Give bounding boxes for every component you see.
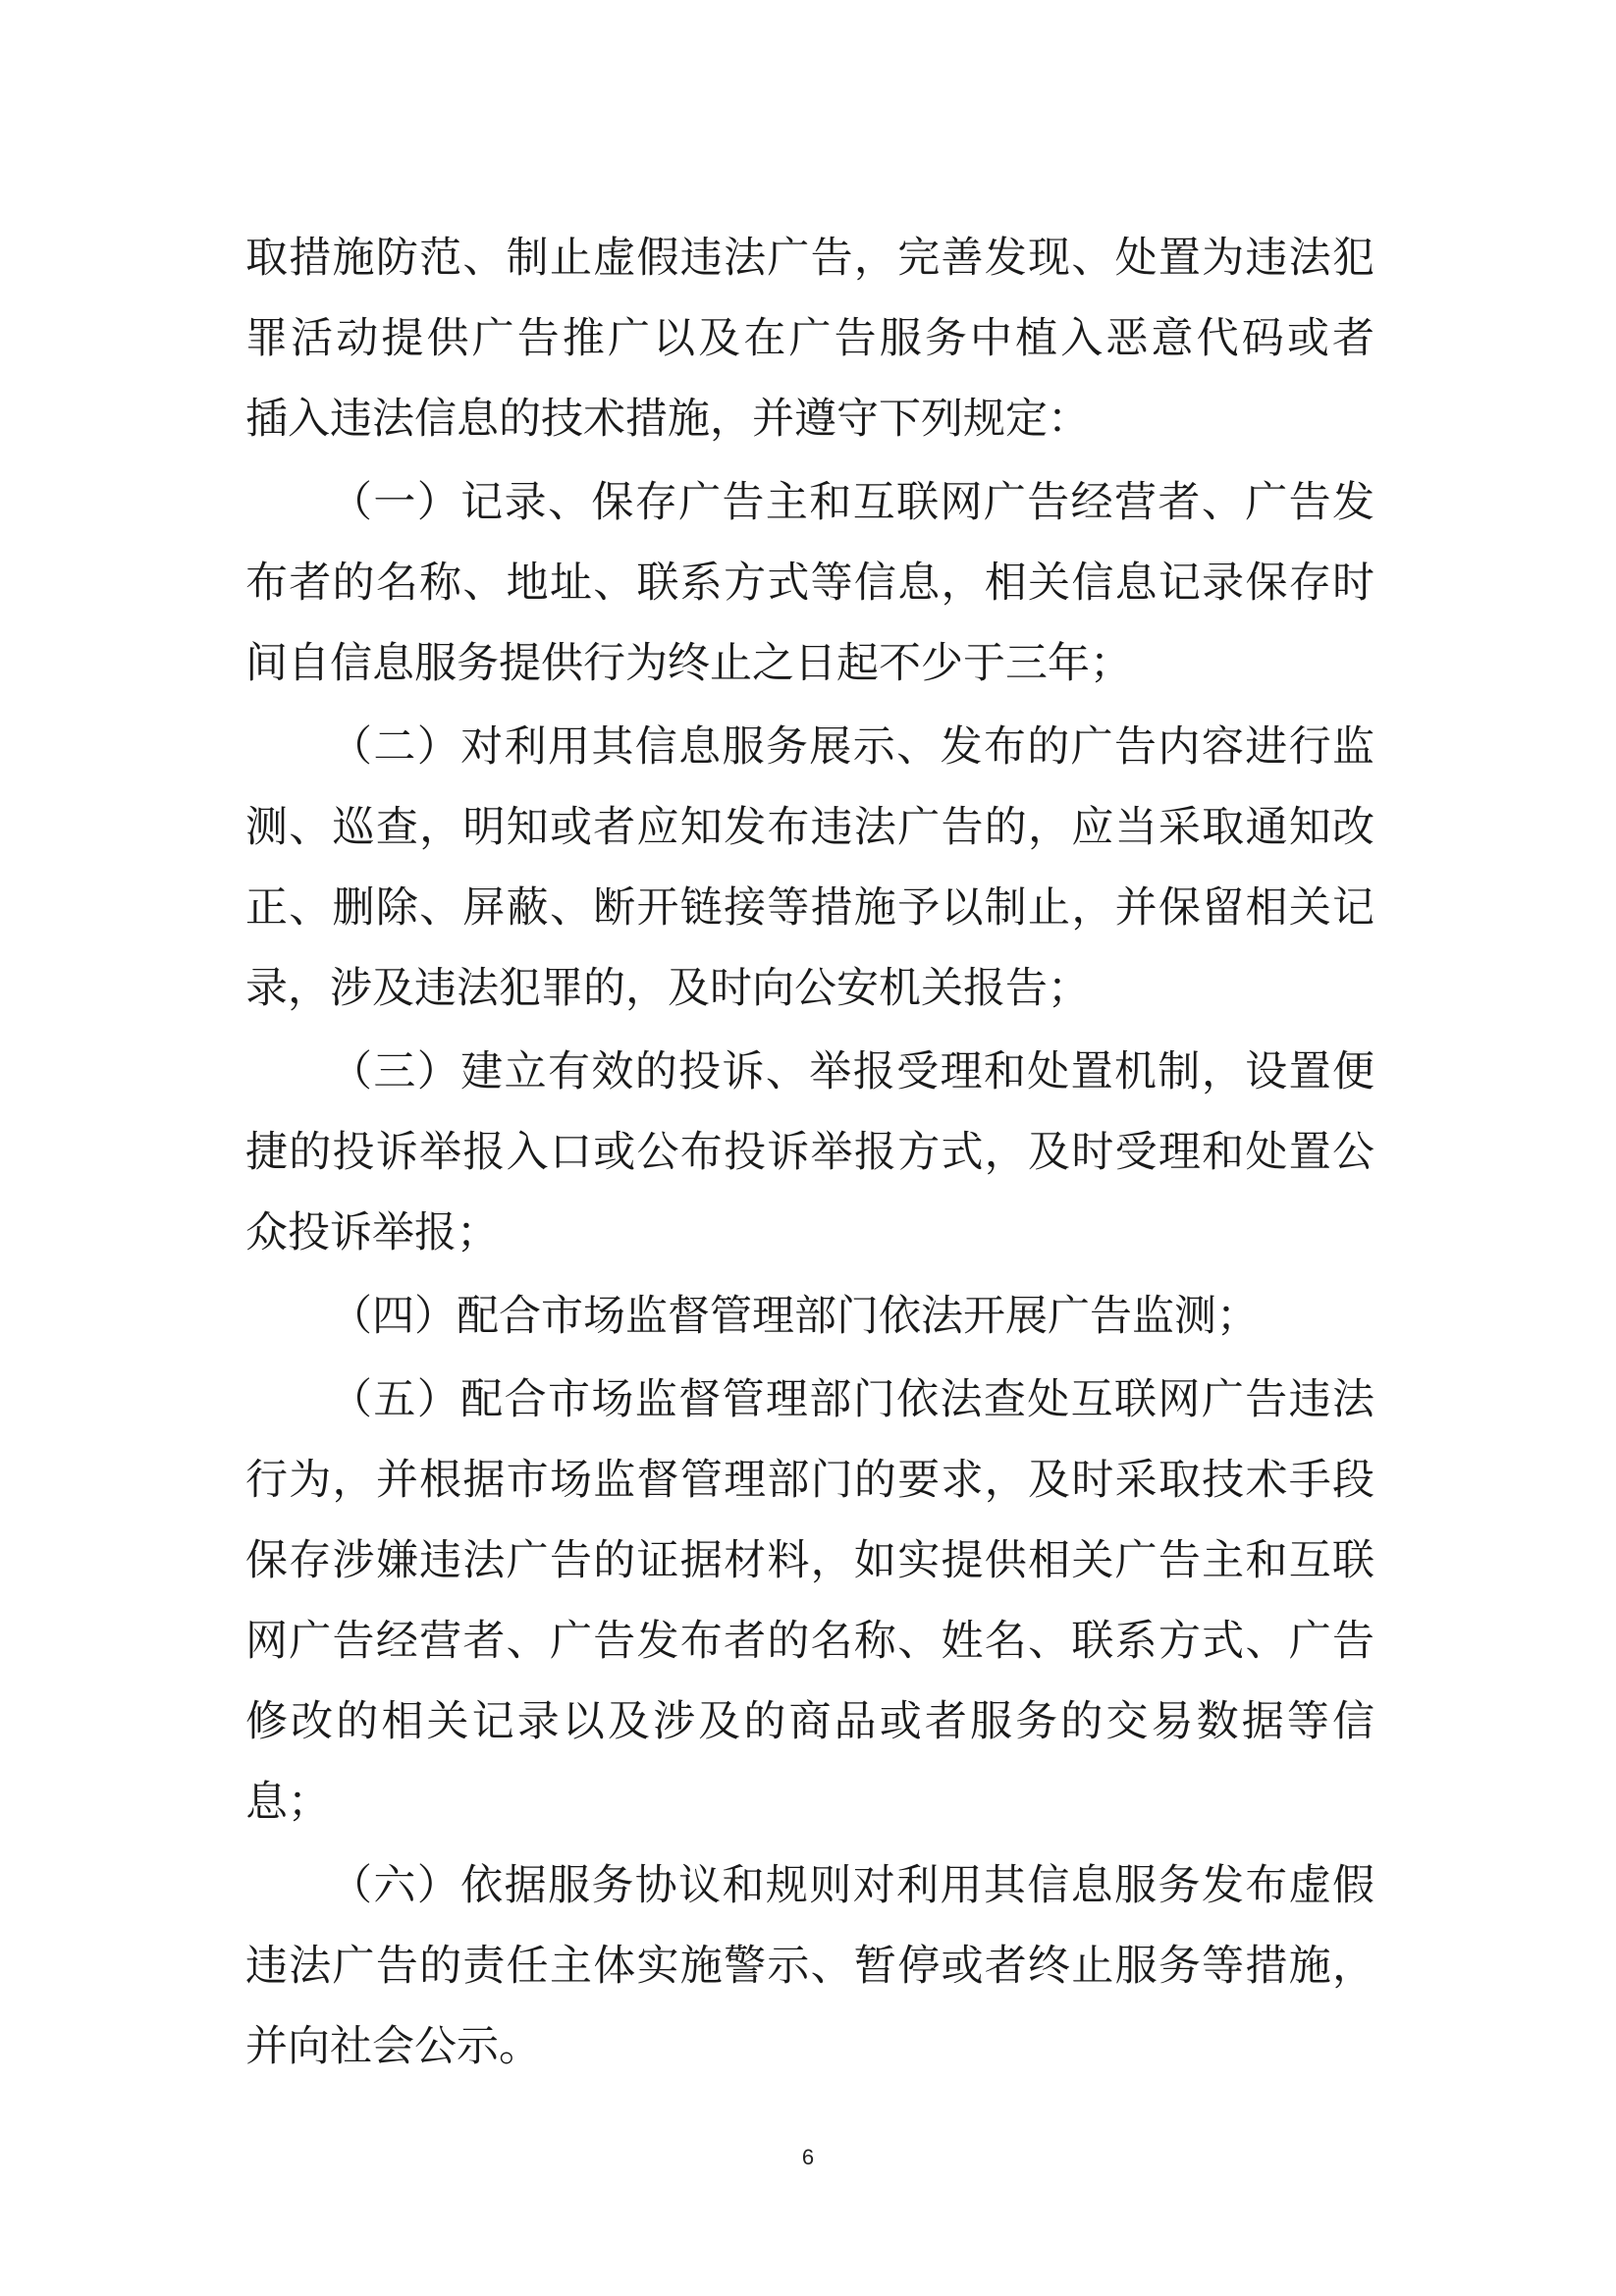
text-line: 测、巡查，明知或者应知发布违法广告的，应当采取通知改 [245,803,1374,852]
text-line: 取措施防范、制止虚假违法广告，完善发现、处置为违法犯 [245,234,1374,283]
text-line: 息； [245,1778,330,1827]
text-line: （二）对利用其信息服务展示、发布的广告内容进行监 [330,722,1374,772]
document-body [245,218,1374,2087]
paragraph [245,218,1374,459]
text-line: 间自信息服务提供行为终止之日起不少于三年； [245,639,1132,688]
text-line: 录，涉及违法犯罪的，及时向公安机关报告； [245,964,1090,1013]
text-line: 修改的相关记录以及涉及的商品或者服务的交易数据等信 [245,1697,1374,1746]
paragraph [245,1032,1374,1273]
paragraph [245,1276,1374,1357]
text-line: 插入违法信息的技术措施，并遵守下列规定： [245,395,1090,444]
text-line: 正、删除、屏蔽、断开链接等措施予以制止，并保留相关记 [245,883,1374,933]
text-line: （四）配合市场监督管理部门依法开展广告监测； [330,1292,1259,1341]
text-line: 网广告经营者、广告发布者的名称、姓名、联系方式、广告 [245,1617,1374,1666]
text-line: （五）配合市场监督管理部门依法查处互联网广告违法 [330,1375,1374,1424]
text-line: 众投诉举报； [245,1208,499,1257]
page-number: 6 [801,2145,815,2169]
text-line: 行为，并根据市场监督管理部门的要求，及时采取技术手段 [245,1456,1374,1505]
paragraph [245,1845,1374,2087]
text-line: 违法广告的责任主体实施警示、暂停或者终止服务等措施， [245,1942,1374,1991]
text-line: （六）依据服务协议和规则对利用其信息服务发布虚假 [330,1861,1374,1910]
paragraph [245,462,1374,704]
text-line: 并向社会公示。 [245,2022,541,2071]
paragraph [245,707,1374,1029]
text-line: 捷的投诉举报入口或公布投诉举报方式，及时受理和处置公 [245,1128,1374,1177]
text-line: 保存涉嫌违法广告的证据材料，如实提供相关广告主和互联 [245,1536,1374,1585]
text-line: （三）建立有效的投诉、举报受理和处置机制，设置便 [330,1047,1374,1096]
text-line: 布者的名称、地址、联系方式等信息，相关信息记录保存时 [245,559,1374,608]
paragraph [245,1360,1374,1842]
text-line: （一）记录、保存广告主和互联网广告经营者、广告发 [330,478,1374,527]
text-line: 罪活动提供广告推广以及在广告服务中植入恶意代码或者 [245,314,1374,363]
